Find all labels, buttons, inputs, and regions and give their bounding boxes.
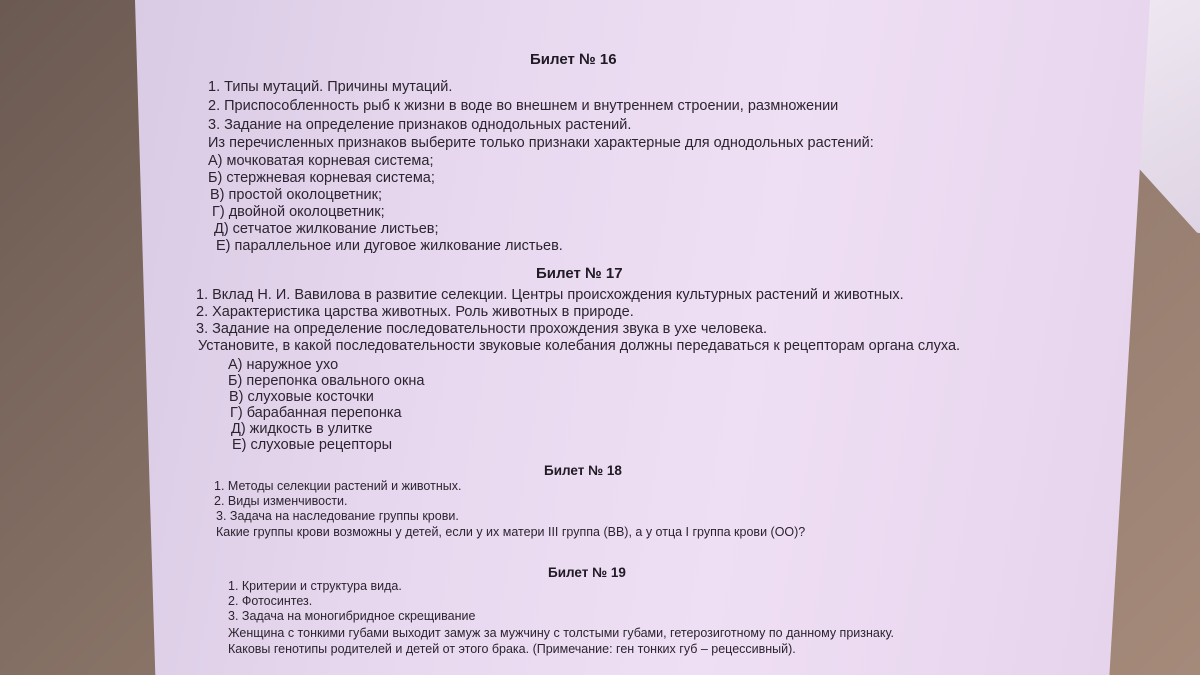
ticket-16-option-e: Е) параллельное или дуговое жилкование листьев. <box>216 238 563 254</box>
ticket-17-option-a: А) наружное ухо <box>228 357 339 373</box>
ticket-16-prompt: Из перечисленных признаков выберите только признаки характерные для однодольных растений: <box>208 135 874 151</box>
ticket-19-item-1: 1. Критерии и структура вида. <box>228 579 402 593</box>
ticket-16-title: Билет № 16 <box>530 51 617 68</box>
ticket-19-title: Билет № 19 <box>548 565 626 580</box>
ticket-16-item-2: 2. Приспособленность рыб к жизни в воде во внешнем и внутреннем строении, размножении <box>208 98 839 114</box>
ticket-17-title: Билет № 17 <box>536 265 623 282</box>
ticket-16-option-v: В) простой околоцветник; <box>210 187 382 203</box>
ticket-18-item-3: 3. Задача на наследование группы крови. <box>216 509 459 523</box>
ticket-17-option-e: Е) слуховые рецепторы <box>232 437 393 453</box>
ticket-17-item-1: 1. Вклад Н. И. Вавилова в развитие селекции. Центры происхождения культурных растений и животных. <box>196 287 904 303</box>
ticket-16-item-3: 3. Задание на определение признаков однодольных растений. <box>208 117 632 133</box>
ticket-19-item-2: 2. Фотосинтез. <box>228 594 313 608</box>
ticket-18-title: Билет № 18 <box>544 463 622 478</box>
ticket-17-option-d: Д) жидкость в улитке <box>231 421 373 437</box>
ticket-16-option-g: Г) двойной околоцветник; <box>212 204 385 220</box>
ticket-19-prompt-line-1: Женщина с тонкими губами выходит замуж за мужчину с толстыми губами, гетерозиготному по данному признаку. <box>228 626 894 640</box>
ticket-17-item-2: 2. Характеристика царства животных. Роль животных в природе. <box>196 304 634 320</box>
ticket-17-option-v: В) слуховые косточки <box>229 389 374 405</box>
ticket-18-prompt: Какие группы крови возможны у детей, если у их матери III группа (ВВ), а у отца I группа крови (ОО)? <box>216 525 806 539</box>
ticket-18-item-2: 2. Виды изменчивости. <box>214 494 348 508</box>
ticket-16-option-a: А) мочковатая корневая система; <box>208 153 434 169</box>
ticket-18-item-1: 1. Методы селекции растений и животных. <box>214 479 462 493</box>
ticket-16-item-1: 1. Типы мутаций. Причины мутаций. <box>208 79 453 95</box>
ticket-19-item-3: 3. Задача на моногибридное скрещивание <box>228 609 476 623</box>
ticket-17-option-b: Б) перепонка овального окна <box>228 373 425 389</box>
ticket-17-prompt: Установите, в какой последовательности звуковые колебания должны передаваться к рецепторам органа слуха. <box>198 338 961 354</box>
ticket-17-option-g: Г) барабанная перепонка <box>230 405 402 421</box>
ticket-19-prompt-line-2: Каковы генотипы родителей и детей от этого брака. (Примечание: ген тонких губ – рецессивный). <box>228 642 796 656</box>
ticket-17-item-3: 3. Задание на определение последовательности прохождения звука в ухе человека. <box>196 321 768 337</box>
ticket-16-option-b: Б) стержневая корневая система; <box>208 170 435 186</box>
ticket-16-option-d: Д) сетчатое жилкование листьев; <box>214 221 439 237</box>
